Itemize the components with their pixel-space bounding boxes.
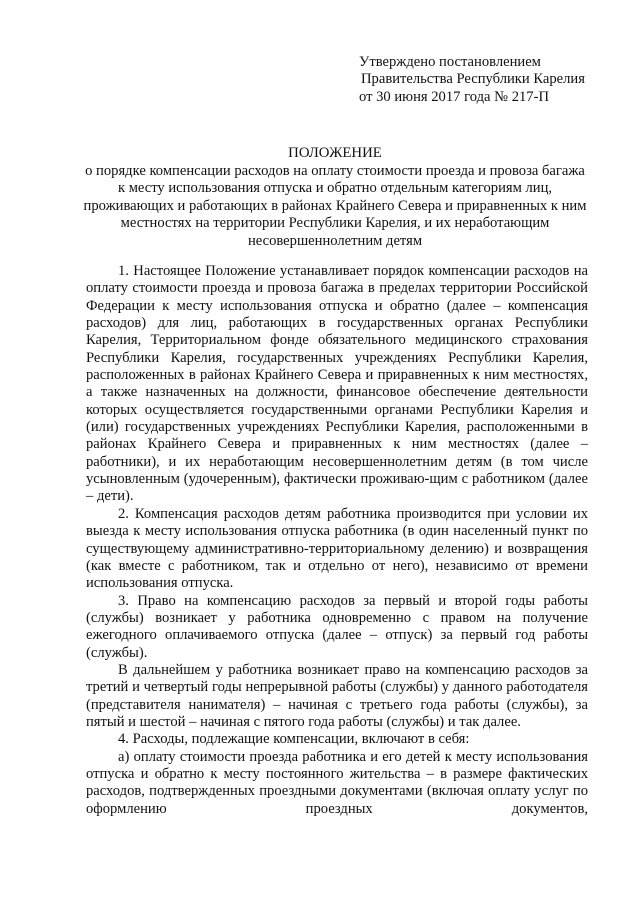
paragraph-3: 3. Право на компенсацию расходов за первый и второй годы работы (службы) возникает у работника одновременно с правом на получение ежегодного оплачиваемого отпуска (далее – отпуск) за первый год работы (службы). [86, 592, 588, 661]
paragraph-1: 1. Настоящее Положение устанавливает порядок компенсации расходов на оплату стоимости проезда и провоза багажа в пределах территории Российской Федерации к месту использования отпуска и обратно (далее – компенсация расходов) для лиц, работающих в государственных органах Республики Карелия, Территориальном фонде обязательного медицинского страхования Республики Карелия, государственных учреждениях Республики Карелия, расположенных в районах Крайнего Севера и приравненных к ним местностях, а также назначенных на должности, финансовое обеспечение деятельности которых осуществляется государственными органами Республики Карелия и (или) государственных учреждениях Республики Карелия, расположенными в районах Крайнего Севера и приравненных к ним местностях (далее – работники), и их неработающим несовершеннолетним детям (в том числе усыновленным (удочеренным), фактически проживаю-щим с работником (далее – дети). [86, 263, 588, 505]
approval-line-2: Правительства Республики Карелия [361, 71, 585, 88]
document-heading [80, 144, 590, 250]
document-subtitle: о порядке компенсации расходов на оплату стоимости проезда и провоза багажа к месту использования отпуска и обратно отдельным категориям лиц, проживающих и работающих в районах Крайнего Севера и приравненных к ним местностях на территории Республики Карелия, и их неработающим несовершеннолетним детям [83, 163, 587, 249]
document-title: ПОЛОЖЕНИЕ [288, 145, 382, 161]
paragraph-5: 4. Расходы, подлежащие компенсации, включают в себя: [118, 731, 470, 748]
paragraph-2: 2. Компенсация расходов детям работника производится при условии их выезда к месту использования отпуска работника (в один населенный пункт по существующему административно-территориальному делению) и возвращения (как вместе с работником, так и отдельно от него), независимо от времени использования отпуска. [86, 505, 588, 592]
paragraph-4: В дальнейшем у работника возникает право на компенсацию расходов за третий и четвертый годы непрерывной работы (службы) у данного работодателя (представителя нанимателя) – начиная с третьего года работы (службы), за пятый и шестой – начиная с пятого года работы (службы) и так далее. [86, 661, 588, 730]
approval-line-3: от 30 июня 2017 года № 217-П [359, 88, 550, 105]
approval-stamp [359, 54, 619, 106]
paragraph-6: а) оплату стоимости проезда работника и его детей к месту использования отпуска и обратно к месту постоянного жительства – в размере фактических расходов, подтвержденных проездными документами (включая оплату услуг по оформлению проездных документов, [86, 748, 588, 817]
document-body [86, 263, 588, 818]
approval-line-1: Утверждено постановлением [359, 54, 541, 70]
